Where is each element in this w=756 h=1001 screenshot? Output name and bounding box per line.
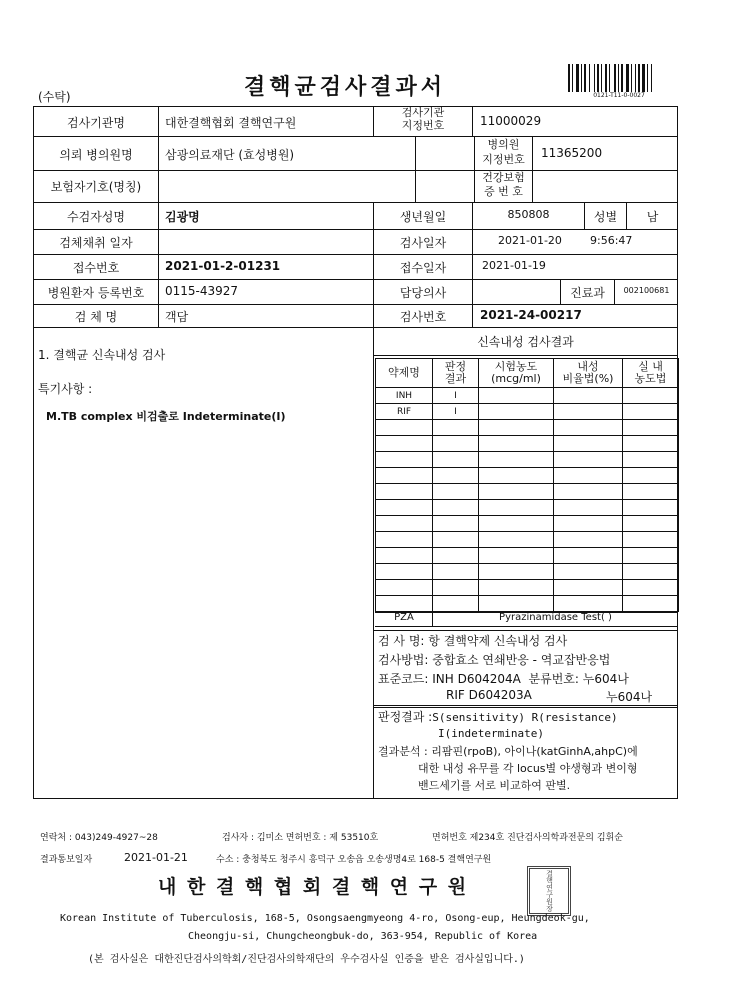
sus-cell (479, 580, 554, 596)
sus-cell (433, 420, 479, 436)
barcode-bar (572, 64, 573, 92)
dept-label: 진료과 (570, 286, 605, 300)
sus-title: 신속내성 검사결과 (477, 335, 574, 349)
pza-label: PZA (394, 612, 414, 623)
inst-value: 대한결핵협회 결핵연구원 (165, 116, 297, 130)
sus-cell (479, 468, 554, 484)
barcode-bar (594, 64, 595, 92)
sus-cell (623, 388, 679, 404)
sus-cell (376, 452, 433, 468)
barcode-bar (584, 64, 586, 92)
sus-cell (554, 580, 623, 596)
barcode-bar (638, 64, 640, 92)
sus-cell (376, 420, 433, 436)
class-rif: 누604나 (606, 690, 653, 704)
hosp-no-value: 11365200 (541, 146, 603, 160)
judge-line1: 판정결과 :S(sensitivity) R(resistance) (378, 710, 618, 724)
sus-cell (623, 452, 679, 468)
remarks-value: M.TB complex 비검출로 Indeterminate(I) (46, 410, 286, 423)
sus-cell (433, 500, 479, 516)
official-seal (527, 866, 571, 916)
sus-header-2: 시험농도 (mcg/ml) (479, 359, 554, 388)
sus-cell (376, 516, 433, 532)
sus-header-3: 내성 비율법(%) (554, 359, 623, 388)
certification-note: (본 검사실은 대한진단검사의학회/진단검사의학재단의 우수검사실 인증을 받은 검사실입니다.) (88, 954, 525, 965)
eng-address-line2: Cheongju-si, Chungcheongbuk-do, 363-954, Republic of Korea (188, 931, 538, 942)
collect-label: 검체채취 일자 (59, 236, 133, 250)
barcode-bar (568, 64, 570, 92)
analysis-line2: 대한 내성 유무를 각 locus별 야생형과 변이형 (418, 762, 638, 775)
license: 면허번호 제234호 진단검사의학과전문의 김휘순 (432, 833, 623, 843)
sus-cell (433, 452, 479, 468)
sus-cell (623, 500, 679, 516)
req-hosp-label: 의뢰 병의원명 (59, 148, 133, 162)
sus-cell (623, 580, 679, 596)
sus-cell (433, 580, 479, 596)
insured-label: 건강보험 증 번 호 (482, 171, 525, 198)
sus-cell (554, 532, 623, 548)
contact: 연락처 : 043)249-4927~28 (40, 833, 158, 843)
eng-address-line1: Korean Institute of Tuberculosis, 168-5, Osongsaengmyeong 4-ro, Osong-eup, Heungdeok-gu, (60, 913, 590, 924)
sus-cell (554, 404, 623, 420)
sus-cell (376, 564, 433, 580)
sus-cell (554, 548, 623, 564)
barcode-bar (618, 64, 619, 92)
test-no-label: 검사번호 (399, 310, 447, 324)
sex-label: 성별 (593, 210, 618, 224)
sus-cell (623, 564, 679, 580)
sus-cell (479, 548, 554, 564)
sex-value: 남 (646, 210, 659, 224)
sus-cell (479, 596, 554, 612)
sus-cell (554, 388, 623, 404)
sus-cell (433, 516, 479, 532)
barcode-bar (614, 64, 616, 92)
test-name-line: 검 사 명: 항 결핵약제 신속내성 검사 (378, 634, 568, 648)
barcode-bar (589, 64, 590, 92)
sus-cell (623, 420, 679, 436)
sus-cell (479, 436, 554, 452)
barcode-bar (576, 64, 579, 92)
sus-cell (376, 532, 433, 548)
sus-cell (433, 484, 479, 500)
sus-cell (433, 532, 479, 548)
sus-cell (479, 452, 554, 468)
receipt-mark: (수탁) (38, 90, 71, 104)
table-row (376, 548, 679, 564)
sus-cell (554, 596, 623, 612)
req-hosp-value: 삼광의료재단 (효성병원) (165, 148, 295, 162)
sus-cell (623, 532, 679, 548)
sus-cell (376, 436, 433, 452)
barcode-bar (642, 64, 645, 92)
sus-cell (433, 596, 479, 612)
sus-header-4: 실 내 농도법 (623, 359, 679, 388)
barcode (568, 64, 670, 98)
test-date-label: 검사일자 (399, 236, 447, 250)
test-time-value: 9:56:47 (590, 234, 633, 247)
hosp-no-label: 병의원 지정번호 (482, 138, 525, 166)
sus-cell (554, 420, 623, 436)
sus-cell (554, 516, 623, 532)
recv-date-label: 접수일자 (399, 261, 447, 275)
barcode-bar (601, 64, 602, 92)
recv-date-value: 2021-01-19 (482, 259, 546, 272)
sus-cell (376, 484, 433, 500)
code-rif: RIF D604203A (446, 688, 532, 702)
sus-cell (479, 500, 554, 516)
sus-cell: INH (376, 388, 433, 404)
barcode-bar (581, 64, 582, 92)
barcode-bars (568, 64, 670, 92)
recv-no-label: 접수번호 (72, 261, 120, 275)
sus-cell (554, 564, 623, 580)
sus-cell (554, 452, 623, 468)
specimen-label: 검 체 명 (74, 310, 118, 324)
sus-cell (433, 564, 479, 580)
code-line: 표준코드: INH D604204A 분류번호: 누604나 (378, 672, 629, 686)
inst-label: 검사기관명 (67, 116, 125, 130)
patient-value: 김광명 (165, 210, 200, 224)
table-row (376, 452, 679, 468)
analysis-line3: 밴드세기를 서로 비교하여 판별. (418, 779, 571, 792)
sus-cell (479, 404, 554, 420)
table-row (376, 468, 679, 484)
table-row (376, 404, 679, 420)
sus-cell (479, 532, 554, 548)
recv-no-value: 2021-01-2-01231 (165, 259, 281, 273)
doctor-label: 담당의사 (399, 286, 447, 300)
sus-cell (376, 548, 433, 564)
sus-cell: RIF (376, 404, 433, 420)
sus-cell (554, 484, 623, 500)
sus-cell (433, 548, 479, 564)
sus-cell (376, 500, 433, 516)
dob-value: 850808 (507, 208, 550, 221)
sus-header-0: 약제명 (376, 359, 433, 388)
barcode-number: 0121-T11-0-0027 (593, 92, 645, 99)
barcode-bar (651, 64, 652, 92)
barcode-bar (635, 64, 636, 92)
reg-no-value: 0115-43927 (165, 284, 239, 298)
specimen-value: 객담 (165, 310, 189, 324)
sus-cell (479, 420, 554, 436)
sus-cell (433, 436, 479, 452)
seal-text: 결핵연구원장 (545, 870, 554, 912)
sus-cell (376, 580, 433, 596)
sus-cell (623, 548, 679, 564)
pza-value: Pyrazinamidase Test( ) (499, 612, 612, 623)
sus-cell (479, 516, 554, 532)
sus-cell (479, 484, 554, 500)
table-row (376, 516, 679, 532)
sus-cell (376, 596, 433, 612)
sus-header-1: 판정 결과 (433, 359, 479, 388)
report-date: 2021-01-21 (124, 851, 188, 864)
sus-cell: I (433, 388, 479, 404)
table-row (376, 580, 679, 596)
method-line: 검사방법: 중합효소 연쇄반응 - 역교잡반응법 (378, 653, 611, 667)
address: 수소 : 충청북도 청주시 흥덕구 오송읍 오송생명4로 168-5 결핵연구원 (216, 855, 492, 865)
sus-cell (554, 468, 623, 484)
sus-cell (623, 468, 679, 484)
table-row (376, 532, 679, 548)
report-date-label: 결과통보일자 (40, 855, 93, 865)
susceptibility-table (375, 358, 679, 612)
sus-cell (433, 468, 479, 484)
barcode-bar (609, 64, 610, 92)
sus-cell: I (433, 404, 479, 420)
barcode-bar (647, 64, 648, 92)
sus-cell (623, 596, 679, 612)
sus-cell (623, 404, 679, 420)
table-row (376, 500, 679, 516)
tester: 검사자 : 김미소 면허번호 : 제 53510호 (222, 833, 379, 843)
sus-cell (376, 468, 433, 484)
analysis-line1: 결과분석 : 리팜핀(rpoB), 아이나(katGinhA,ahpC)에 (378, 745, 638, 758)
sus-cell (554, 500, 623, 516)
remarks-label: 특기사항 : (38, 382, 93, 396)
sus-cell (479, 388, 554, 404)
patient-label: 수검자성명 (67, 210, 125, 224)
test-no-value: 2021-24-00217 (480, 308, 582, 322)
table-row (376, 596, 679, 612)
judge-line2: I(indeterminate) (438, 727, 544, 740)
sus-cell (623, 484, 679, 500)
table-row (376, 436, 679, 452)
test-item: 1. 결핵균 신속내성 검사 (38, 348, 166, 362)
barcode-bar (621, 64, 623, 92)
org-name: 내 한 결 핵 협 회 결 핵 연 구 원 (158, 876, 469, 898)
table-row (376, 388, 679, 404)
table-row (376, 564, 679, 580)
barcode-bar (605, 64, 607, 92)
table-row (376, 484, 679, 500)
barcode-bar (626, 64, 629, 92)
sus-cell (554, 436, 623, 452)
dob-label: 생년월일 (399, 210, 447, 224)
page-title: 결핵균검사결과서 (244, 75, 447, 100)
barcode-bar (597, 64, 599, 92)
inst-no-value: 11000029 (480, 114, 542, 128)
sus-cell (479, 564, 554, 580)
barcode-bar (631, 64, 632, 92)
sus-cell (623, 516, 679, 532)
test-date-value: 2021-01-20 (498, 234, 562, 247)
inst-no-label: 검사기관 지정번호 (401, 106, 445, 132)
insurer-label: 보험자기호(명칭) (50, 180, 142, 194)
dept-value: 002100681 (623, 286, 670, 295)
reg-no-label: 병원환자 등록번호 (47, 286, 145, 300)
sus-cell (623, 436, 679, 452)
table-row (376, 420, 679, 436)
